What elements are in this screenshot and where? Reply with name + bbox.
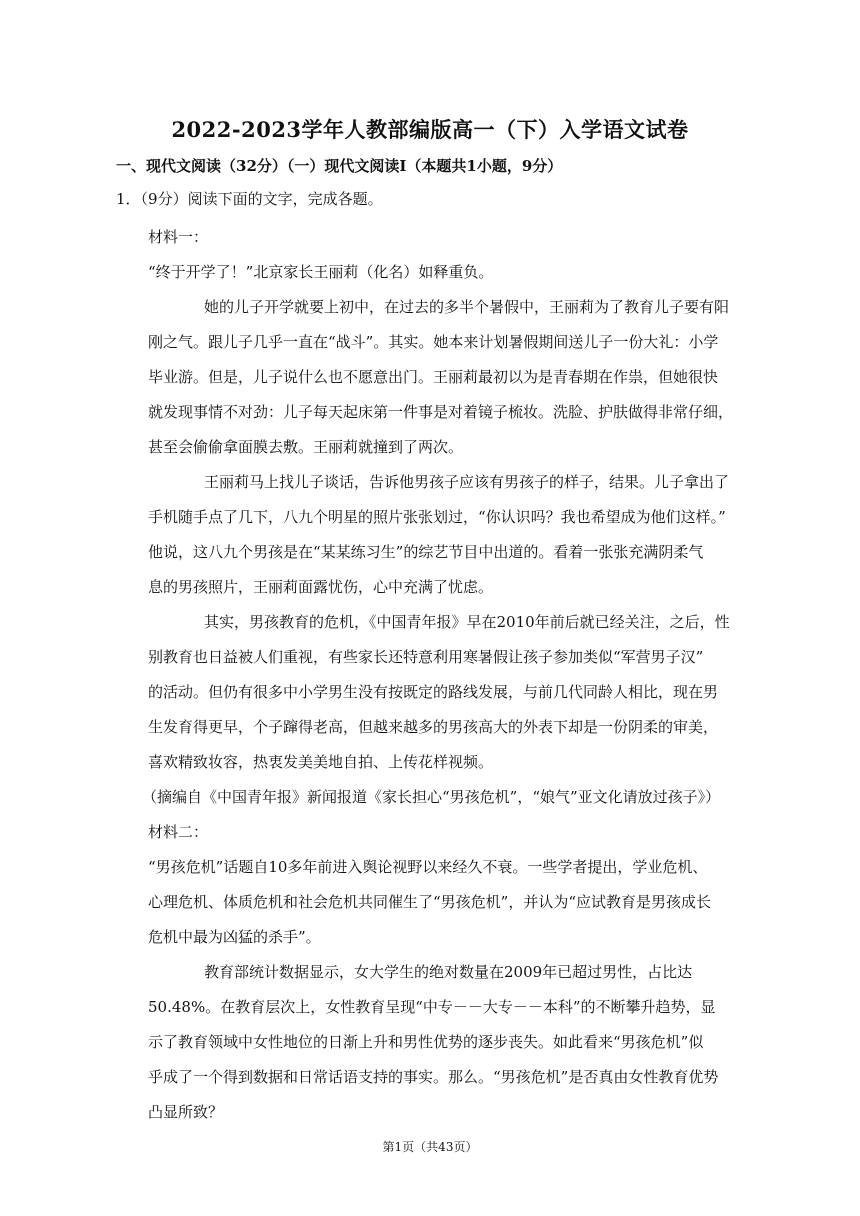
- body-line: 毕业游。但是，儿子说什么也不愿意出门。王丽莉最初以为是青春期在作祟，但她很快: [148, 368, 719, 386]
- source-citation: （摘编自《中国青年报》新闻报道《家长担心“男孩危机”，“娘气”亚文化请放过孩子》）: [142, 788, 721, 806]
- body-line: 王丽莉马上找儿子谈话，告诉他男孩子应该有男孩子的样子，结果。儿子拿出了: [204, 473, 730, 491]
- page-title: 2022-2023学年人教部编版高一（下）入学语文试卷: [171, 117, 689, 142]
- page-footer: 第1页（共43页）: [382, 1140, 478, 1154]
- body-line: 甚至会偷偷拿面膜去敷。王丽莉就撞到了两次。: [148, 438, 464, 456]
- body-line: 凸显所致？: [148, 1103, 224, 1121]
- body-line: 示了教育领域中女性地位的日渐上升和男性优势的逐步丧失。如此看来“男孩危机”似: [148, 1033, 704, 1051]
- body-line: 的活动。但仍有很多中小学男生没有按既定的路线发展，与前几代同龄人相比，现在男: [148, 683, 719, 701]
- body-line: “男孩危机”话题自10多年前进入舆论视野以来经久不衰。一些学者提出，学业危机、: [148, 858, 708, 876]
- body-line: 刚之气。跟儿子几乎一直在“战斗”。其实。她本来计划暑假期间送儿子一份大礼：小学: [148, 333, 719, 351]
- body-line: 乎成了一个得到数据和日常话语支持的事实。那么。“男孩危机”是否真由女性教育优势: [148, 1068, 719, 1086]
- body-line: 心理危机、体质危机和社会危机共同催生了“男孩危机”，并认为“应试教育是男孩成长: [148, 893, 712, 911]
- question-intro: 1．（9分）阅读下面的文字，完成各题。: [116, 190, 383, 208]
- body-line: 息的男孩照片，王丽莉面露忧伤，心中充满了忧虑。: [148, 578, 494, 596]
- material-one-label: 材料一：: [148, 228, 209, 246]
- body-line: 喜欢精致妆容，热衷发美美地自拍、上传花样视频。: [148, 753, 494, 771]
- body-line: 他说，这八九个男孩是在“某某练习生”的综艺节目中出道的。看着一张张充满阴柔气: [148, 543, 704, 561]
- body-line: 手机随手点了几下，八九个明星的照片张张划过，“你认识吗？我也希望成为他们这样。”: [148, 508, 726, 526]
- section-heading: 一、现代文阅读（32分）（一）现代文阅读I（本题共1小题，9分）: [116, 157, 563, 175]
- body-line: 就发现事情不对劲：儿子每天起床第一件事是对着镜子梳妆。洗脸、护肤做得非常仔细，: [148, 403, 734, 421]
- body-line: 她的儿子开学就要上初中，在过去的多半个暑假中，王丽莉为了教育儿子要有阳: [204, 298, 730, 316]
- material-two-label: 材料二：: [148, 823, 209, 841]
- body-line: 危机中最为凶猛的杀手”。: [148, 928, 321, 946]
- body-line: 其实，男孩教育的危机，《中国青年报》早在2010年前后就已经关注，之后，性: [204, 613, 730, 631]
- body-line: 生发育得更早，个子蹿得老高，但越来越多的男孩高大的外表下却是一份阴柔的审美，: [148, 718, 719, 736]
- body-line: 50.48%。在教育层次上，女性教育呈现“中专－－大专－－本科”的不断攀升趋势，显: [148, 998, 716, 1016]
- body-line: 别教育也日益被人们重视，有些家长还特意利用寒暑假让孩子参加类似“军营男子汉”: [148, 648, 704, 666]
- body-line: 教育部统计数据显示，女大学生的绝对数量在2009年已超过男性，占比达: [204, 963, 693, 981]
- body-line: “终于开学了！”北京家长王丽莉（化名）如释重负。: [148, 263, 494, 281]
